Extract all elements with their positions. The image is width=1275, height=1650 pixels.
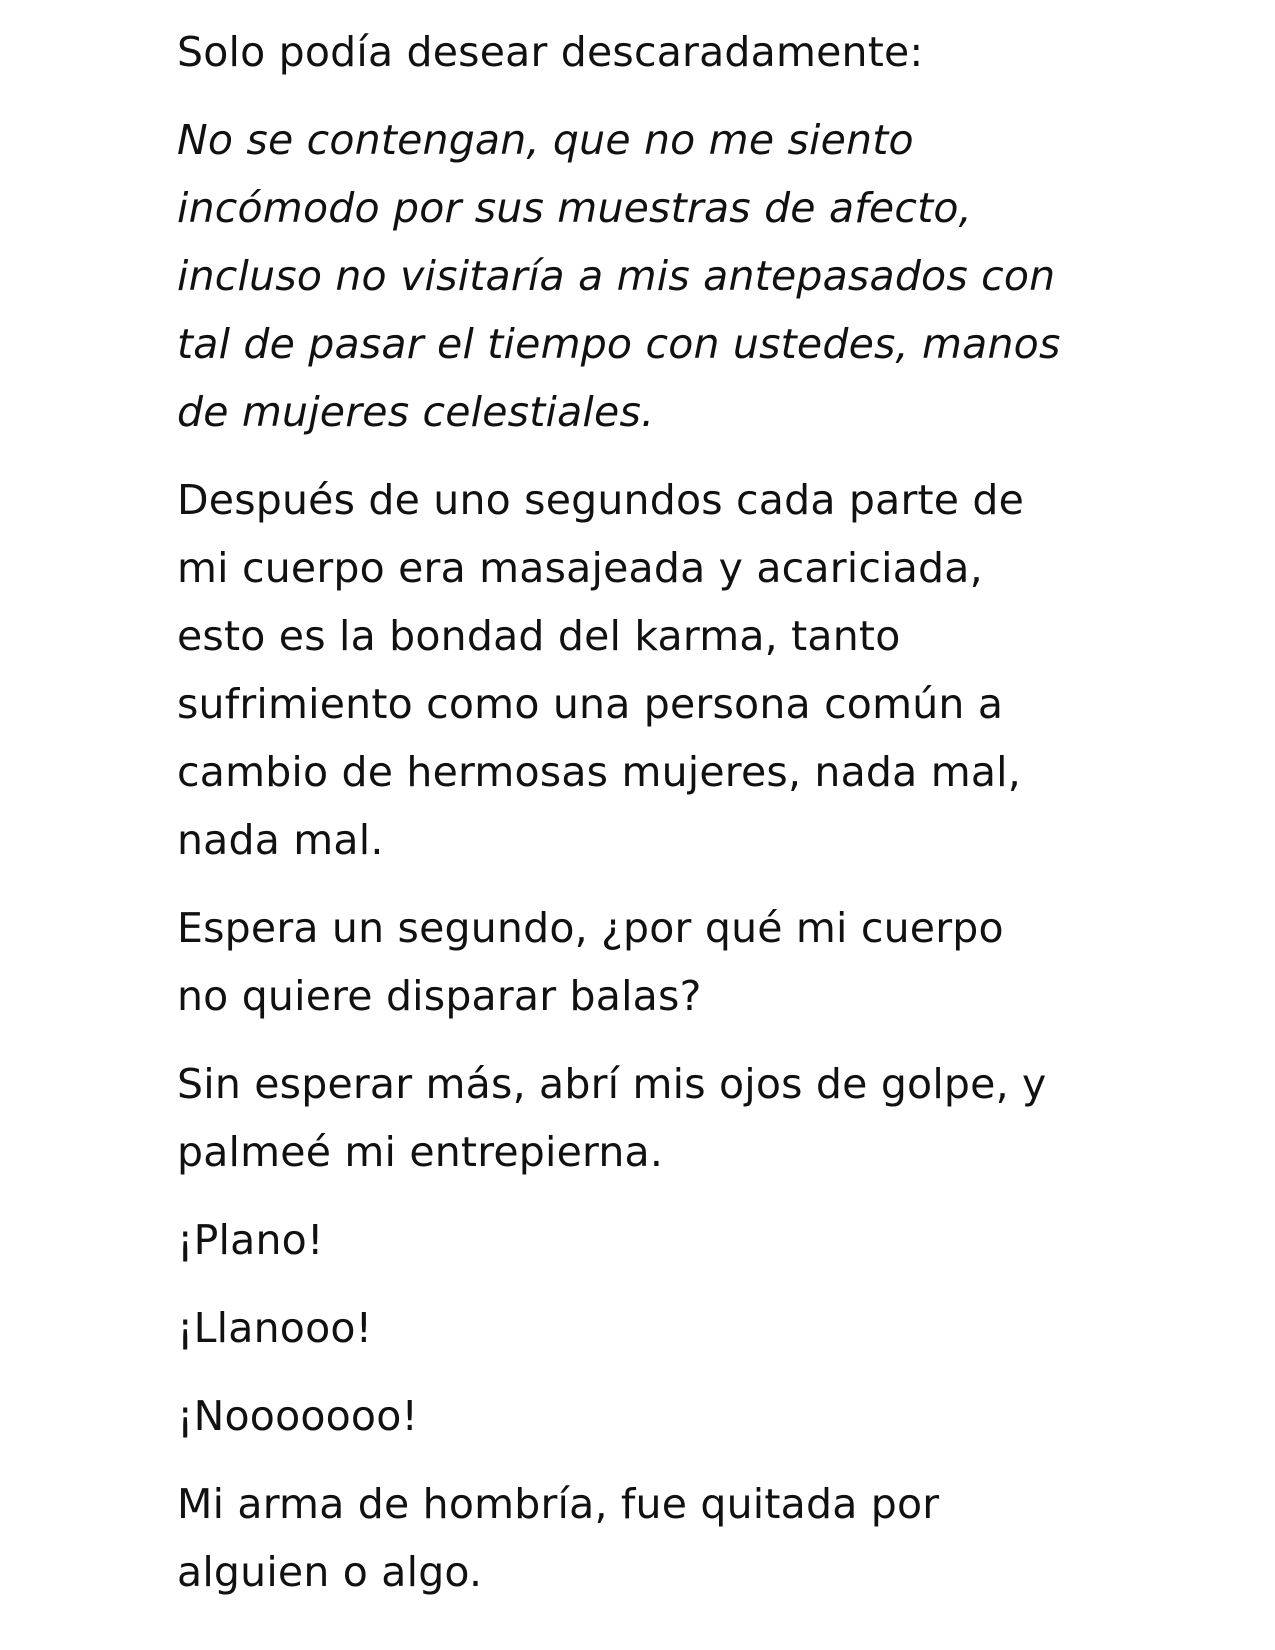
text-line: Espera un segundo, ¿por qué mi cuerpo (177, 904, 1004, 952)
paragraph-4 (177, 894, 1107, 1030)
text-line: cambio de hermosas mujeres, nada mal, (177, 748, 1021, 796)
text-line: incluso no visitaría a mis antepasados con (177, 252, 1056, 300)
text-line: nada mal. (177, 816, 384, 864)
paragraph-9 (177, 1470, 1107, 1606)
text-line: no quiere disparar balas? (177, 972, 702, 1020)
text-line: Después de uno segundos cada parte de (177, 476, 1025, 524)
text-line: Sin esperar más, abrí mis ojos de golpe, y (177, 1060, 1047, 1108)
text-line: ¡Plano! (177, 1216, 324, 1264)
text-line: palmeé mi entrepierna. (177, 1128, 664, 1176)
text-line: sufrimiento como una persona común a (177, 680, 1004, 728)
paragraph-3 (177, 466, 1107, 874)
paragraph-2-italic (177, 106, 1107, 446)
text-line: ¡Llanooo! (177, 1304, 373, 1352)
text-line: incómodo por sus muestras de afecto, (177, 184, 972, 232)
paragraph-6 (177, 1206, 1107, 1274)
text-line: Mi arma de hombría, fue quitada por (177, 1480, 940, 1528)
text-line: ¡Nooooooo! (177, 1392, 419, 1440)
text-line: tal de pasar el tiempo con ustedes, manos (177, 320, 1061, 368)
paragraph-8 (177, 1382, 1107, 1450)
text-line: mi cuerpo era masajeada y acariciada, (177, 544, 983, 592)
text-line: esto es la bondad del karma, tanto (177, 612, 901, 660)
text-line: de mujeres celestiales. (177, 388, 655, 436)
text-line: No se contengan, que no me siento (177, 116, 914, 164)
document-page (177, 18, 1107, 1626)
paragraph-1 (177, 18, 1107, 86)
paragraph-7 (177, 1294, 1107, 1362)
paragraph-5 (177, 1050, 1107, 1186)
text-line: Solo podía desear descaradamente: (177, 28, 924, 76)
text-line: alguien o algo. (177, 1548, 483, 1596)
